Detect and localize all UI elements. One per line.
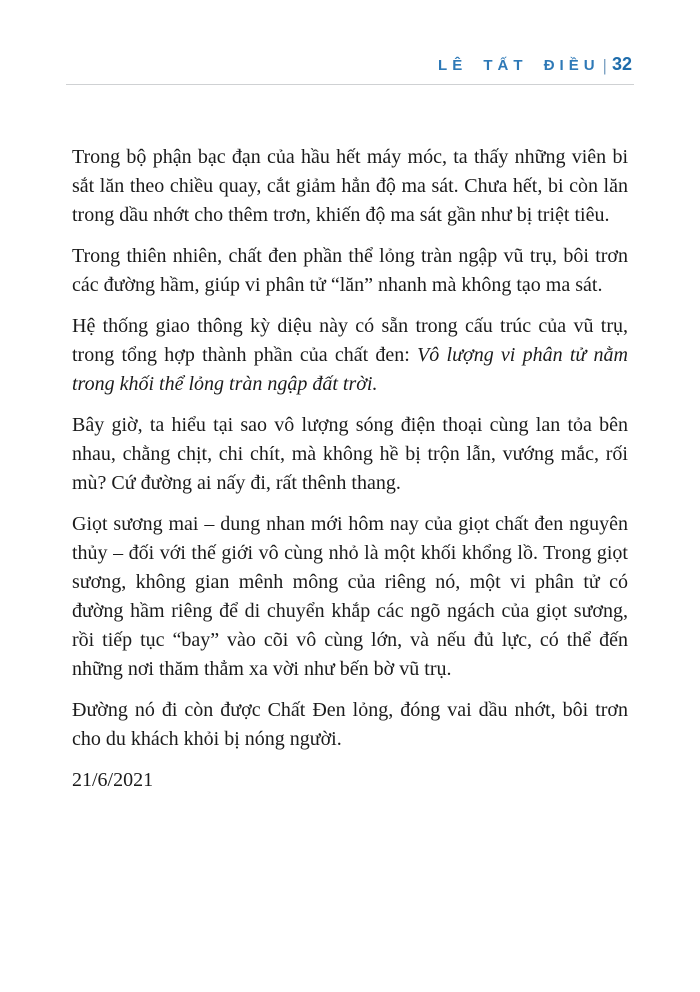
date-line: 21/6/2021 — [72, 769, 154, 791]
paragraph-2: Trong thiên nhiên, chất đen phần thể lỏng tràn ngập vũ trụ, bôi trơn các đường hầm, giúp vi phân tử “lăn” nhanh mà không tạo ma sát. — [72, 245, 628, 296]
page-number: 32 — [611, 54, 632, 74]
document-body — [66, 143, 634, 795]
paragraph-3-lead: Hệ thống giao thông kỳ diệu này có sẵn trong cấu trúc của vũ trụ, trong tổng hợp thành phần của chất đen: — [72, 315, 628, 366]
header-separator: | — [602, 56, 607, 75]
paragraph-3-italic-phrase: Vô lượng vi phân tử nằm trong khối thể lỏng tràn ngập đất trời. — [72, 344, 628, 395]
author-name: LÊ TẤT ĐIỀU — [438, 57, 600, 74]
paragraph-4: Bây giờ, ta hiểu tại sao vô lượng sóng điện thoại cùng lan tỏa bên nhau, chằng chịt, chi chít, mà không hề bị trộn lẫn, vướng mắc, rối mù? Cứ đường ai nấy đi, rất thênh thang. — [72, 414, 628, 494]
running-header — [66, 54, 634, 76]
header-divider — [66, 84, 634, 85]
paragraph-6: Đường nó đi còn được Chất Đen lỏng, đóng vai dầu nhớt, bôi trơn cho du khách khỏi bị nóng người. — [72, 699, 628, 750]
paragraph-1: Trong bộ phận bạc đạn của hầu hết máy móc, ta thấy những viên bi sắt lăn theo chiều quay, cắt giảm hẳn độ ma sát. Chưa hết, bi còn lăn trong dầu nhớt cho thêm trơn, khiến độ ma sát gần như bị triệt tiêu. — [72, 146, 628, 226]
paragraph-3 — [72, 312, 628, 399]
paragraph-5: Giọt sương mai – dung nhan mới hôm nay của giọt chất đen nguyên thủy – đối với thế giới vô cùng nhỏ là một khối khổng lồ. Trong giọt sương, không gian mênh mông của riêng nó, một vi phân tử có đường hầm riêng để di chuyển khắp các ngõ ngách của giọt sương, rồi tiếp tục “bay” vào cõi vô cùng lớn, và nếu đủ lực, có thể đến những nơi thăm thẳm xa vời như bến bờ vũ trụ. — [72, 513, 628, 680]
